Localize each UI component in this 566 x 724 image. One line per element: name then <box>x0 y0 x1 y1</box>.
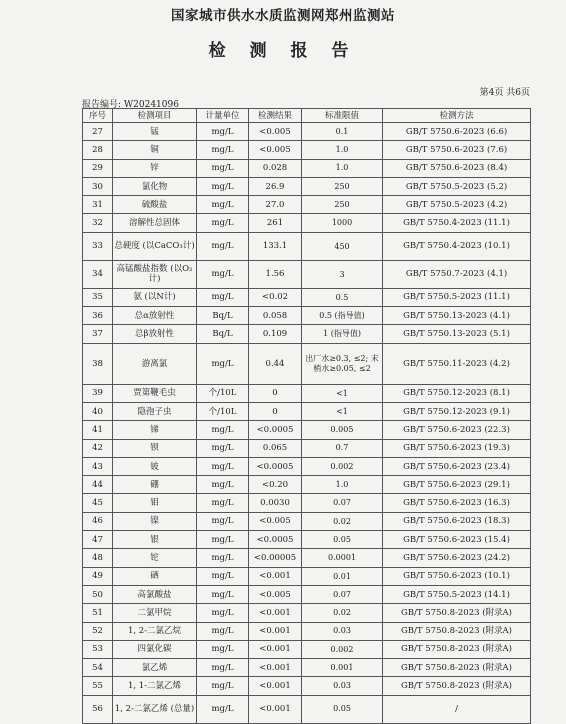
cell-no: 43 <box>83 457 113 475</box>
cell-method: GB/T 5750.4-2023 (10.1) <box>383 232 531 260</box>
cell-unit: mg/L <box>197 288 249 306</box>
cell-result: <0.001 <box>249 677 302 695</box>
cell-result: 133.1 <box>249 232 302 260</box>
table-row <box>83 531 531 549</box>
cell-result: <0.0005 <box>249 531 302 549</box>
results-table <box>82 108 531 724</box>
cell-unit: mg/L <box>197 549 249 567</box>
cell-result: 0.109 <box>249 325 302 343</box>
cell-unit: mg/L <box>197 123 249 141</box>
table-body <box>83 123 531 724</box>
cell-unit: mg/L <box>197 677 249 695</box>
col-header-unit: 计量单位 <box>197 109 249 123</box>
cell-method: GB/T 5750.5-2023 (5.2) <box>383 177 531 195</box>
cell-result: 27.0 <box>249 196 302 214</box>
cell-method: GB/T 5750.8-2023 (附录A) <box>383 659 531 677</box>
cell-unit: mg/L <box>197 214 249 232</box>
cell-item: 镍 <box>113 512 197 530</box>
cell-item: 氨 (以N计) <box>113 288 197 306</box>
cell-result: <0.001 <box>249 659 302 677</box>
cell-unit: mg/L <box>197 640 249 658</box>
cell-unit: mg/L <box>197 494 249 512</box>
cell-limit: 0.03 <box>302 622 383 640</box>
cell-limit: 0.005 <box>302 421 383 439</box>
cell-no: 55 <box>83 677 113 695</box>
cell-no: 28 <box>83 141 113 159</box>
cell-no: 45 <box>83 494 113 512</box>
col-header-method: 检测方法 <box>383 109 531 123</box>
cell-item: 锌 <box>113 159 197 177</box>
cell-result: <0.005 <box>249 123 302 141</box>
cell-no: 34 <box>83 260 113 288</box>
cell-limit: 0.05 <box>302 695 383 723</box>
cell-method: GB/T 5750.11-2023 (4.2) <box>383 343 531 384</box>
cell-limit: 0.02 <box>302 604 383 622</box>
cell-method: GB/T 5750.12-2023 (9.1) <box>383 402 531 420</box>
cell-item: 硒 <box>113 567 197 585</box>
cell-no: 39 <box>83 384 113 402</box>
cell-limit: 3 <box>302 260 383 288</box>
cell-limit: 250 <box>302 177 383 195</box>
cell-result: <0.001 <box>249 604 302 622</box>
cell-method: GB/T 5750.7-2023 (4.1) <box>383 260 531 288</box>
cell-no: 52 <box>83 622 113 640</box>
cell-result: 0.058 <box>249 307 302 325</box>
cell-result: <0.20 <box>249 476 302 494</box>
cell-method: GB/T 5750.8-2023 (附录A) <box>383 677 531 695</box>
cell-method: GB/T 5750.6-2023 (29.1) <box>383 476 531 494</box>
cell-item: 银 <box>113 531 197 549</box>
cell-method: GB/T 5750.5-2023 (4.2) <box>383 196 531 214</box>
cell-result: <0.0005 <box>249 457 302 475</box>
table-row <box>83 159 531 177</box>
table-row <box>83 421 531 439</box>
cell-result: 1.56 <box>249 260 302 288</box>
cell-unit: mg/L <box>197 141 249 159</box>
cell-limit: 450 <box>302 232 383 260</box>
table-row <box>83 214 531 232</box>
report-title: 检 测 报 告 <box>208 41 358 61</box>
cell-limit: 0.5 <box>302 288 383 306</box>
cell-method: GB/T 5750.6-2023 (8.4) <box>383 159 531 177</box>
table-row <box>83 232 531 260</box>
cell-item: 1, 1-二氯乙烯 <box>113 677 197 695</box>
cell-no: 36 <box>83 307 113 325</box>
cell-item: 铊 <box>113 549 197 567</box>
cell-no: 53 <box>83 640 113 658</box>
cell-unit: mg/L <box>197 622 249 640</box>
cell-no: 30 <box>83 177 113 195</box>
cell-limit: 1000 <box>302 214 383 232</box>
table-row <box>83 494 531 512</box>
cell-item: 氯乙烯 <box>113 659 197 677</box>
table-row <box>83 512 531 530</box>
cell-method: GB/T 5750.5-2023 (11.1) <box>383 288 531 306</box>
table-row <box>83 260 531 288</box>
cell-method: / <box>383 695 531 723</box>
cell-no: 46 <box>83 512 113 530</box>
cell-no: 44 <box>83 476 113 494</box>
cell-no: 56 <box>83 695 113 723</box>
cell-no: 33 <box>83 232 113 260</box>
table-row <box>83 402 531 420</box>
cell-item: 1, 2-二氯乙烷 <box>113 622 197 640</box>
cell-item: 氯化物 <box>113 177 197 195</box>
cell-no: 37 <box>83 325 113 343</box>
cell-method: GB/T 5750.8-2023 (附录A) <box>383 604 531 622</box>
cell-unit: 个/10L <box>197 402 249 420</box>
cell-limit: 0.0001 <box>302 549 383 567</box>
cell-item: 1, 2-二氯乙烯 (总量) <box>113 695 197 723</box>
cell-method: GB/T 5750.5-2023 (14.1) <box>383 585 531 603</box>
cell-item: 硫酸盐 <box>113 196 197 214</box>
table-row <box>83 123 531 141</box>
cell-unit: mg/L <box>197 232 249 260</box>
table-row <box>83 604 531 622</box>
col-header-result: 检测结果 <box>249 109 302 123</box>
cell-result: <0.001 <box>249 640 302 658</box>
cell-limit: 出厂水≥0.3, ≤2; 末梢水≥0.05, ≤2 <box>302 343 383 384</box>
table-row <box>83 343 531 384</box>
cell-limit: <1 <box>302 402 383 420</box>
cell-limit: 1.0 <box>302 476 383 494</box>
cell-result: <0.00005 <box>249 549 302 567</box>
report-number: 报告编号: W20241096 <box>82 100 179 110</box>
cell-no: 41 <box>83 421 113 439</box>
cell-method: GB/T 5750.8-2023 (附录A) <box>383 622 531 640</box>
cell-unit: mg/L <box>197 177 249 195</box>
cell-limit: <1 <box>302 384 383 402</box>
cell-result: 0 <box>249 402 302 420</box>
cell-unit: mg/L <box>197 260 249 288</box>
page-info: 第4页 共6页 <box>479 88 530 98</box>
cell-no: 35 <box>83 288 113 306</box>
col-header-item: 检测项目 <box>113 109 197 123</box>
cell-limit: 0.05 <box>302 531 383 549</box>
cell-result: <0.001 <box>249 567 302 585</box>
cell-limit: 0.07 <box>302 585 383 603</box>
cell-item: 高氯酸盐 <box>113 585 197 603</box>
cell-result: 26.9 <box>249 177 302 195</box>
table-row <box>83 196 531 214</box>
cell-item: 总β放射性 <box>113 325 197 343</box>
cell-unit: mg/L <box>197 604 249 622</box>
col-header-limit: 标准限值 <box>302 109 383 123</box>
table-row <box>83 549 531 567</box>
cell-result: 0.0030 <box>249 494 302 512</box>
cell-no: 47 <box>83 531 113 549</box>
table-row <box>83 622 531 640</box>
cell-unit: 个/10L <box>197 384 249 402</box>
cell-limit: 0.001 <box>302 659 383 677</box>
cell-limit: 1 (指导值) <box>302 325 383 343</box>
cell-no: 32 <box>83 214 113 232</box>
cell-result: <0.001 <box>249 622 302 640</box>
cell-unit: mg/L <box>197 659 249 677</box>
cell-result: <0.005 <box>249 585 302 603</box>
cell-limit: 250 <box>302 196 383 214</box>
cell-item: 硼 <box>113 476 197 494</box>
cell-item: 游离氯 <box>113 343 197 384</box>
table-row <box>83 141 531 159</box>
cell-method: GB/T 5750.6-2023 (10.1) <box>383 567 531 585</box>
cell-item: 铜 <box>113 141 197 159</box>
cell-no: 48 <box>83 549 113 567</box>
cell-limit: 0.002 <box>302 457 383 475</box>
cell-method: GB/T 5750.12-2023 (8.1) <box>383 384 531 402</box>
cell-no: 27 <box>83 123 113 141</box>
cell-unit: mg/L <box>197 159 249 177</box>
table-row <box>83 585 531 603</box>
cell-result: 0 <box>249 384 302 402</box>
cell-method: GB/T 5750.6-2023 (18.3) <box>383 512 531 530</box>
cell-method: GB/T 5750.13-2023 (5.1) <box>383 325 531 343</box>
cell-unit: mg/L <box>197 531 249 549</box>
cell-result: <0.005 <box>249 141 302 159</box>
cell-result: <0.02 <box>249 288 302 306</box>
cell-limit: 0.07 <box>302 494 383 512</box>
cell-unit: mg/L <box>197 585 249 603</box>
cell-method: GB/T 5750.8-2023 (附录A) <box>383 640 531 658</box>
cell-item: 溶解性总固体 <box>113 214 197 232</box>
table-row <box>83 177 531 195</box>
cell-limit: 0.1 <box>302 123 383 141</box>
cell-result: 261 <box>249 214 302 232</box>
cell-no: 50 <box>83 585 113 603</box>
cell-unit: Bq/L <box>197 307 249 325</box>
cell-method: GB/T 5750.6-2023 (15.4) <box>383 531 531 549</box>
cell-unit: mg/L <box>197 421 249 439</box>
table-row <box>83 439 531 457</box>
cell-result: 0.065 <box>249 439 302 457</box>
cell-limit: 0.03 <box>302 677 383 695</box>
cell-no: 54 <box>83 659 113 677</box>
cell-result: <0.0005 <box>249 421 302 439</box>
cell-result: <0.001 <box>249 695 302 723</box>
table-row <box>83 640 531 658</box>
cell-unit: mg/L <box>197 695 249 723</box>
cell-method: GB/T 5750.13-2023 (4.1) <box>383 307 531 325</box>
organization-name: 国家城市供水水质监测网郑州监测站 <box>171 8 395 24</box>
cell-no: 38 <box>83 343 113 384</box>
cell-method: GB/T 5750.6-2023 (16.3) <box>383 494 531 512</box>
cell-method: GB/T 5750.6-2023 (7.6) <box>383 141 531 159</box>
cell-item: 二氯甲烷 <box>113 604 197 622</box>
cell-no: 49 <box>83 567 113 585</box>
cell-item: 总α放射性 <box>113 307 197 325</box>
cell-unit: Bq/L <box>197 325 249 343</box>
table-row <box>83 659 531 677</box>
table-row <box>83 384 531 402</box>
col-header-no: 序号 <box>83 109 113 123</box>
table-row <box>83 307 531 325</box>
table-row <box>83 677 531 695</box>
cell-item: 高锰酸盐指数 (以O₂计) <box>113 260 197 288</box>
cell-limit: 1.0 <box>302 159 383 177</box>
cell-limit: 0.5 (指导值) <box>302 307 383 325</box>
table-header-row <box>83 109 531 123</box>
cell-unit: mg/L <box>197 196 249 214</box>
cell-item: 四氯化碳 <box>113 640 197 658</box>
cell-result: 0.028 <box>249 159 302 177</box>
cell-item: 总硬度 (以CaCO₃计) <box>113 232 197 260</box>
table-row <box>83 695 531 723</box>
table-row <box>83 288 531 306</box>
table-row <box>83 476 531 494</box>
cell-limit: 0.01 <box>302 567 383 585</box>
cell-no: 29 <box>83 159 113 177</box>
cell-result: <0.005 <box>249 512 302 530</box>
table-row <box>83 457 531 475</box>
cell-unit: mg/L <box>197 343 249 384</box>
cell-method: GB/T 5750.6-2023 (19.3) <box>383 439 531 457</box>
cell-limit: 0.02 <box>302 512 383 530</box>
cell-no: 42 <box>83 439 113 457</box>
cell-item: 钼 <box>113 494 197 512</box>
cell-method: GB/T 5750.6-2023 (24.2) <box>383 549 531 567</box>
cell-item: 锑 <box>113 421 197 439</box>
cell-limit: 0.002 <box>302 640 383 658</box>
cell-limit: 0.7 <box>302 439 383 457</box>
cell-method: GB/T 5750.6-2023 (6.6) <box>383 123 531 141</box>
cell-method: GB/T 5750.4-2023 (11.1) <box>383 214 531 232</box>
cell-item: 隐孢子虫 <box>113 402 197 420</box>
cell-item: 铍 <box>113 457 197 475</box>
cell-result: 0.44 <box>249 343 302 384</box>
cell-unit: mg/L <box>197 567 249 585</box>
table-row <box>83 567 531 585</box>
cell-unit: mg/L <box>197 512 249 530</box>
cell-unit: mg/L <box>197 439 249 457</box>
cell-unit: mg/L <box>197 457 249 475</box>
cell-limit: 1.0 <box>302 141 383 159</box>
cell-unit: mg/L <box>197 476 249 494</box>
cell-no: 51 <box>83 604 113 622</box>
cell-method: GB/T 5750.6-2023 (22.3) <box>383 421 531 439</box>
cell-item: 钡 <box>113 439 197 457</box>
cell-method: GB/T 5750.6-2023 (23.4) <box>383 457 531 475</box>
table-row <box>83 325 531 343</box>
cell-no: 40 <box>83 402 113 420</box>
cell-item: 锰 <box>113 123 197 141</box>
cell-item: 贾第鞭毛虫 <box>113 384 197 402</box>
cell-no: 31 <box>83 196 113 214</box>
